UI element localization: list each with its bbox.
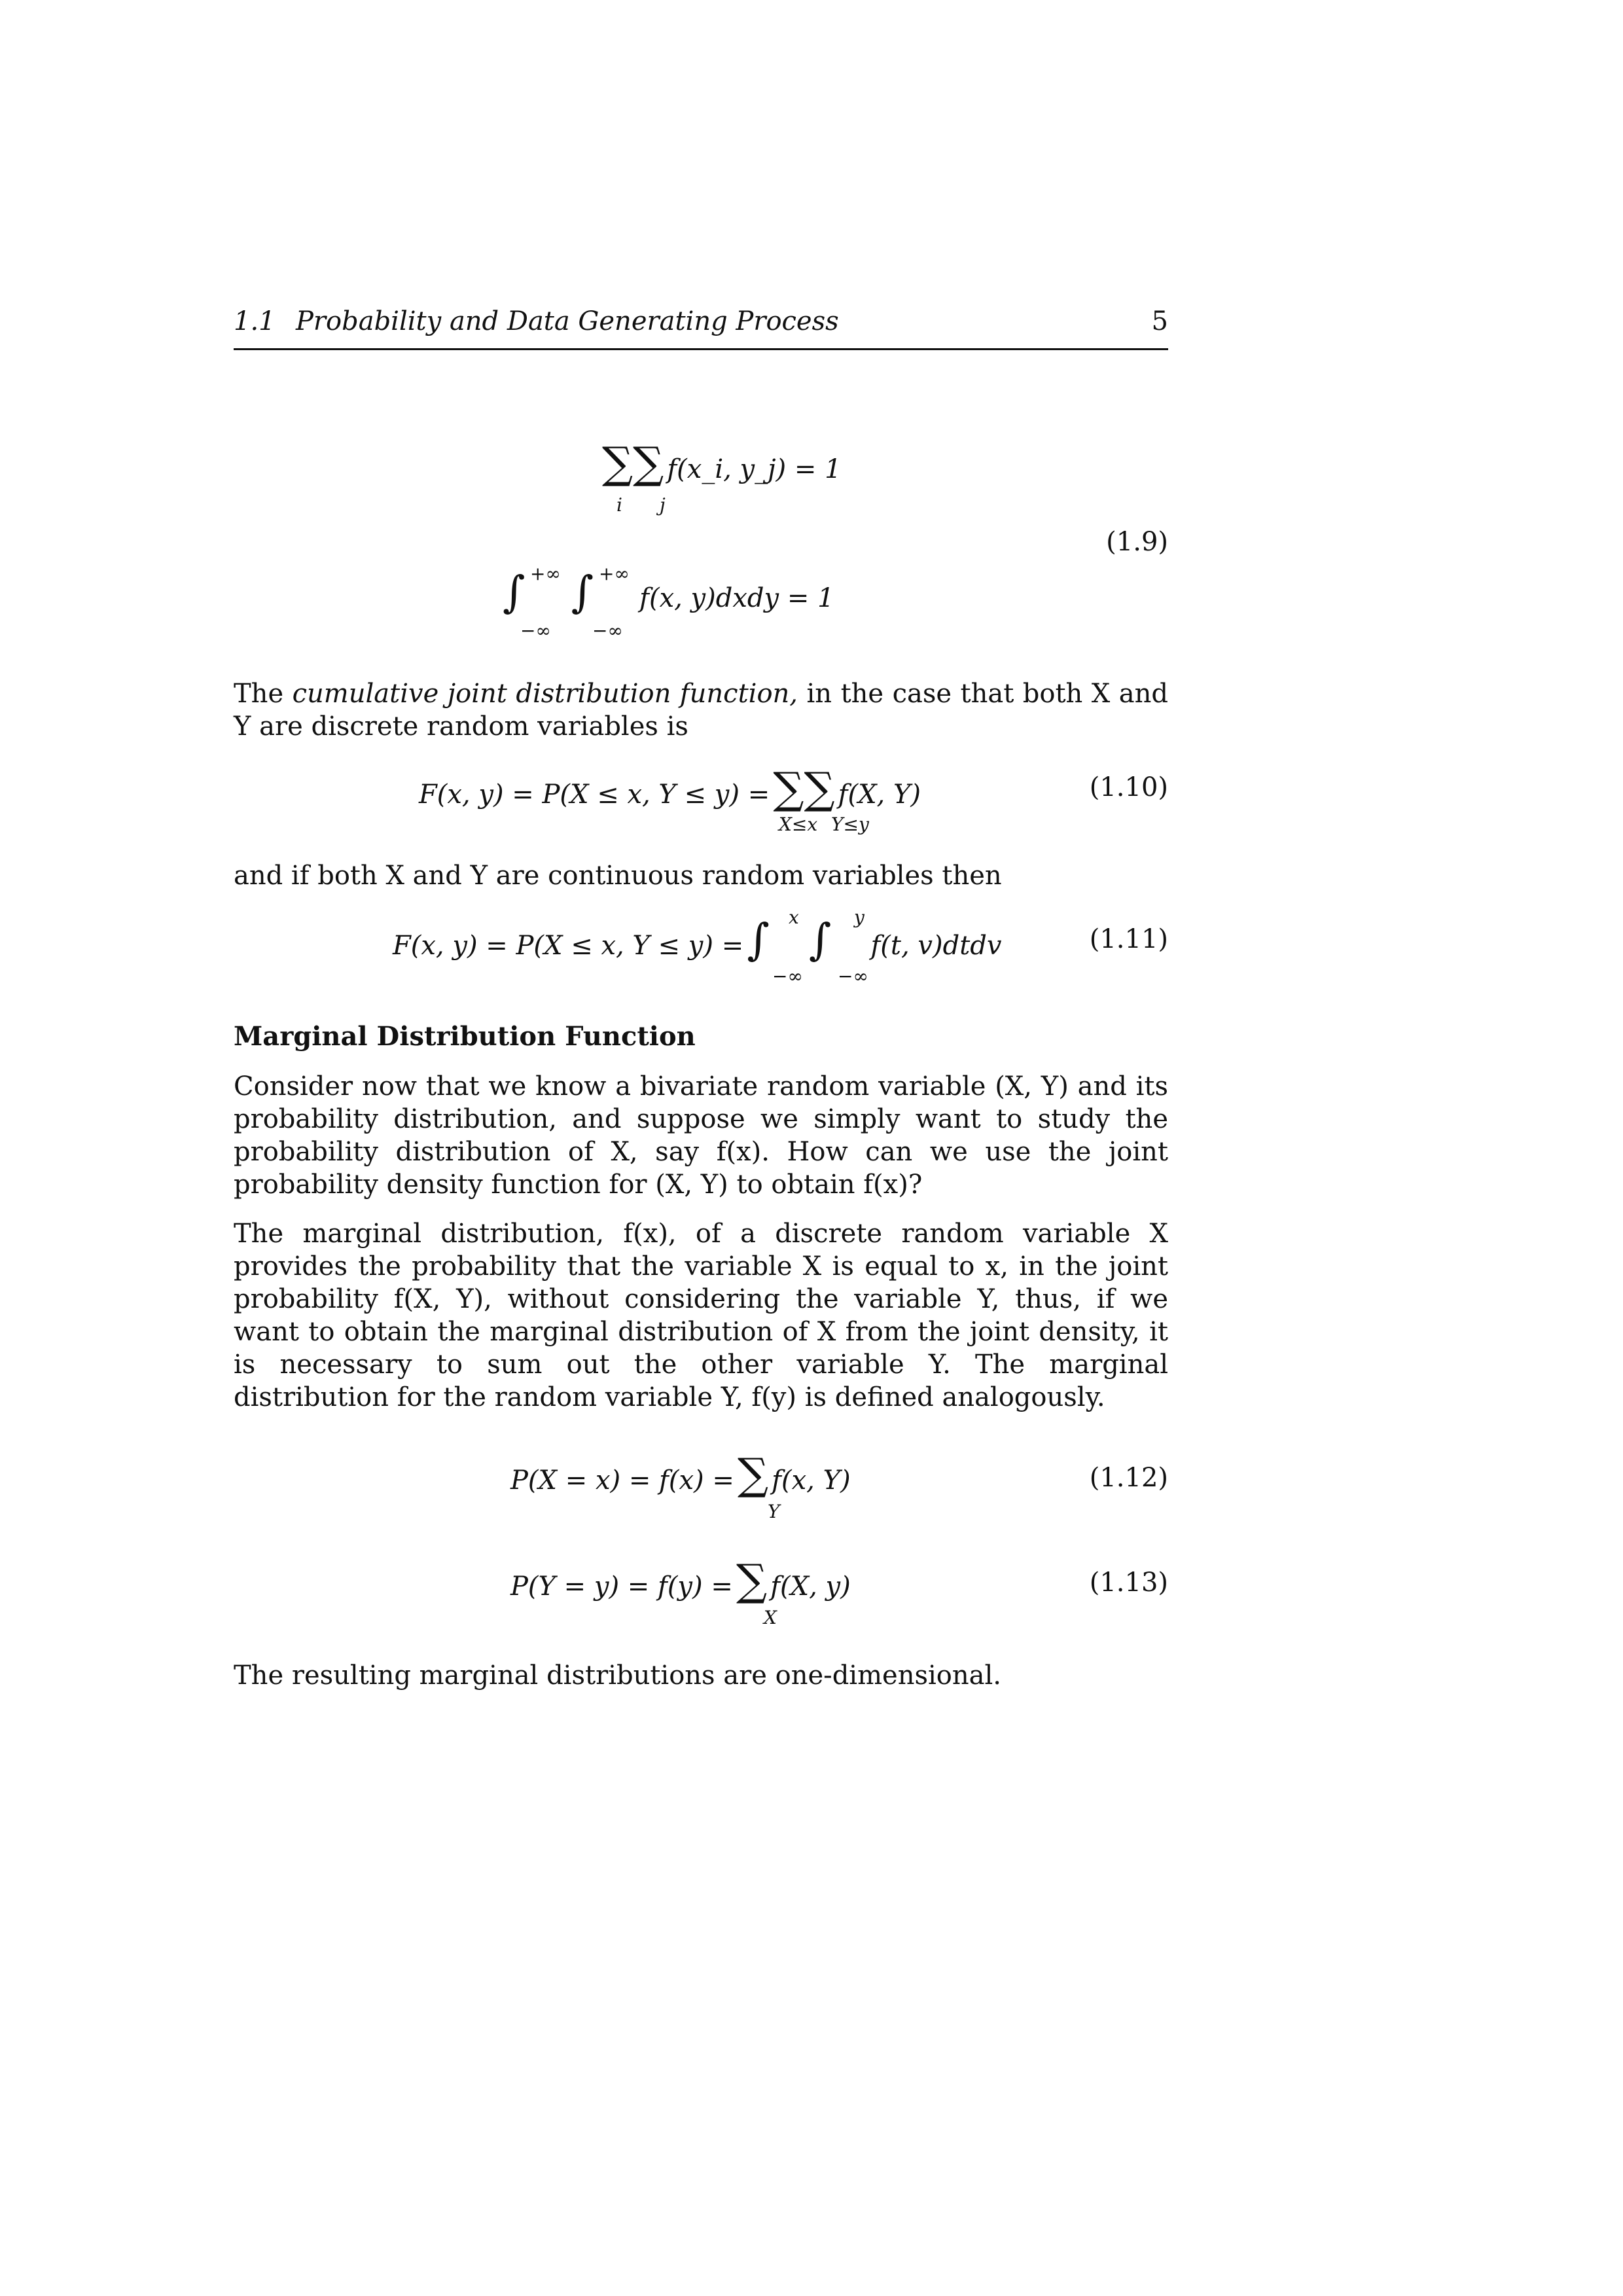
integral-symbol: ∫ bbox=[503, 567, 526, 617]
sum-subscript: Y bbox=[768, 1501, 780, 1522]
term-cumulative-joint-distribution: cumulative joint distribution function, bbox=[292, 679, 798, 709]
header-title: Probability and Data Generating Process bbox=[296, 306, 839, 336]
header-section-number: 1.1 bbox=[234, 306, 276, 336]
equation-number-1-12: (1.12) bbox=[1089, 1463, 1168, 1493]
integral-upper-limit: +∞ bbox=[599, 563, 630, 584]
paragraph-resulting: The resulting marginal distributions are one-dimensional. bbox=[234, 1660, 1001, 1691]
sum-symbol: ∑ bbox=[602, 438, 633, 488]
sum-symbol: ∑ bbox=[773, 763, 804, 814]
integral-upper-limit-y: y bbox=[854, 906, 865, 928]
sum-subscript-y: Y≤y bbox=[831, 814, 869, 835]
sum-subscript-x: X≤x bbox=[779, 814, 818, 835]
equation-1-10-rhs: f(X, Y) bbox=[838, 780, 921, 810]
equation-1-12-rhs: f(x, Y) bbox=[772, 1465, 851, 1496]
equation-number-1-13: (1.13) bbox=[1089, 1568, 1168, 1598]
sum-symbol: ∑ bbox=[736, 1555, 768, 1605]
integral-symbol: ∫ bbox=[747, 914, 770, 965]
equation-1-9-line2 bbox=[503, 567, 834, 617]
running-header bbox=[234, 306, 1168, 350]
equation-number-1-11: (1.11) bbox=[1089, 924, 1168, 954]
sum-symbol: ∑ bbox=[804, 763, 835, 814]
paragraph-lead: The bbox=[234, 679, 284, 709]
equation-1-11-lhs: F(x, y) = P(X ≤ x, Y ≤ y) = bbox=[393, 931, 744, 961]
equation-number-1-10: (1.10) bbox=[1089, 772, 1168, 802]
paragraph-rest: in the case that both X and Y are discrete random variables is bbox=[234, 679, 1168, 742]
equation-1-13-rhs: f(X, y) bbox=[770, 1571, 851, 1602]
integral-upper-limit-x: x bbox=[789, 906, 799, 928]
equation-number-1-9: (1.9) bbox=[1106, 527, 1168, 557]
sum-subscript: X bbox=[764, 1607, 777, 1628]
equation-1-13 bbox=[510, 1555, 851, 1605]
equation-1-12-lhs: P(X = x) = f(x) = bbox=[510, 1465, 734, 1496]
equation-1-9-line1-text: f(x_i, y_j) = 1 bbox=[667, 454, 842, 484]
equation-1-11-rhs: f(t, v)dtdv bbox=[870, 931, 1002, 961]
equation-1-9-line1 bbox=[602, 438, 842, 488]
paragraph-continuous: and if both X and Y are continuous random variables then bbox=[234, 861, 1002, 891]
integral-lower-limit: −∞ bbox=[772, 965, 803, 987]
integral-lower-limit: −∞ bbox=[592, 620, 623, 641]
equation-1-11 bbox=[393, 914, 1002, 965]
paragraph-marginal: The marginal distribution, f(x), of a discrete random variable X provides the probability that the variable X is equal to x, in the joint probability f(X, Y), without considering the variable Y, thus, if we want to obtain the marginal distribution of X from the joint density, it is necessary to sum out the other variable Y. The marginal distribution for the random variable Y, f(y) is defined analogously. bbox=[234, 1219, 1168, 1412]
integral-lower-limit: −∞ bbox=[838, 965, 868, 987]
equation-1-13-lhs: P(Y = y) = f(y) = bbox=[510, 1571, 733, 1602]
equation-1-10 bbox=[419, 763, 921, 814]
equation-1-12 bbox=[510, 1449, 851, 1499]
integral-lower-limit: −∞ bbox=[520, 620, 551, 641]
integral-symbol: ∫ bbox=[808, 914, 832, 965]
sum-symbol: ∑ bbox=[633, 438, 664, 488]
paragraph-consider: Consider now that we know a bivariate random variable (X, Y) and its probability distribution, and suppose we simply want to study the probability distribution of X, say f(x). How can we use the joint probability density function for (X, Y) to obtain f(x)? bbox=[234, 1071, 1168, 1200]
integral-upper-limit: +∞ bbox=[530, 563, 561, 584]
equation-1-9-line2-text: f(x, y)dxdy = 1 bbox=[639, 583, 834, 613]
sum-index-i: i bbox=[616, 494, 622, 516]
sum-symbol: ∑ bbox=[737, 1449, 769, 1499]
integral-symbol: ∫ bbox=[571, 567, 594, 617]
paragraph-cumulative-joint bbox=[234, 677, 1168, 743]
section-heading: Marginal Distribution Function bbox=[234, 1021, 696, 1052]
equation-1-10-lhs: F(x, y) = P(X ≤ x, Y ≤ y) = bbox=[419, 780, 770, 810]
page-number: 5 bbox=[1151, 306, 1168, 336]
sum-index-j: j bbox=[660, 494, 666, 516]
